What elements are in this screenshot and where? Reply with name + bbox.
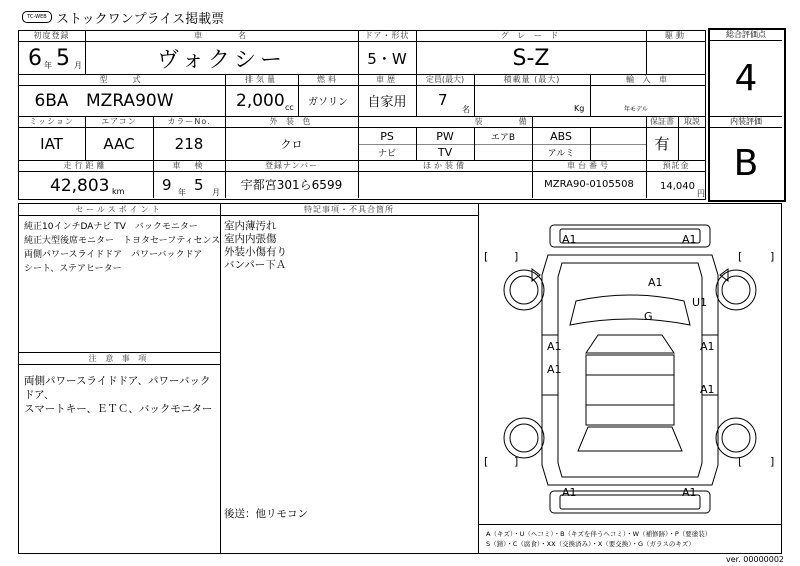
label-first-reg: 初度登録: [33, 31, 70, 40]
inspect-month: 5: [194, 176, 204, 194]
label-chassis: 車台番号: [567, 161, 611, 170]
bracket: ]: [770, 250, 775, 263]
label-fuel: 燃料: [317, 75, 339, 84]
model-value: MZRA90W: [86, 91, 174, 111]
special-note: バンパー下Ａ: [224, 259, 287, 271]
damage-mark: A1: [562, 233, 577, 246]
special-notes-list: [224, 220, 287, 272]
exterior-color-value: クロ: [280, 137, 303, 151]
label-color-no: カラーNo.: [167, 117, 211, 126]
version-label: ver. 00000002: [726, 555, 785, 564]
label-grade: グ レ ー ド: [500, 31, 562, 40]
color-no-value: 218: [174, 134, 204, 153]
capacity-unit: 名: [462, 105, 470, 114]
damage-mark: A1: [562, 486, 577, 499]
other-equip-value: [358, 171, 532, 198]
sales-point: シート、ステアヒーター: [24, 264, 122, 274]
label-car-type: 車歴: [376, 75, 398, 84]
chassis-value: MZRA90-0105508: [544, 179, 634, 190]
bracket: [: [484, 455, 489, 468]
special-footer: 後送：他リモコン: [224, 508, 308, 520]
label-exterior: 外 装 色: [269, 117, 314, 126]
equip-tv: TV: [437, 146, 453, 159]
sales-points-list: [24, 220, 220, 276]
sales-point: 両側パワースライドドア パワーバックドア: [24, 250, 203, 260]
label-equipment: 装 備: [474, 117, 530, 126]
first-reg-year: 6: [28, 46, 42, 71]
label-displacement: 排気量: [245, 75, 278, 84]
bracket: [: [484, 250, 489, 263]
label-door: ドア・形状: [364, 31, 410, 40]
door-value: 5・W: [367, 49, 407, 68]
equip-airbag: エアB: [490, 132, 516, 143]
first-reg-year-unit: 年: [44, 61, 52, 70]
page-title: ストックワンプライス掲載票: [56, 12, 225, 27]
label-model: 型 式: [99, 75, 144, 84]
interior-rating-label: 内装評価: [730, 117, 762, 126]
notes-list: [24, 374, 216, 416]
note-line: 両側パワースライドドア、パワーバックドア、: [24, 375, 211, 401]
label-price: 預託金: [662, 161, 690, 170]
label-other-equip: ほか装備: [423, 161, 467, 170]
damage-mark: U1: [692, 296, 708, 309]
car-diagram: [478, 215, 782, 524]
sales-point: 純正10インチDAナビ TV バックモニター: [24, 222, 198, 232]
inspect-year-unit: 年: [178, 188, 186, 197]
manual-value: [678, 127, 706, 160]
import-note: 年モデル: [624, 106, 648, 113]
inspect-month-unit: 月: [212, 188, 220, 197]
legend-line-1: A（キズ）・U（ヘコミ）・B（キズを伴うヘコミ）・W（補修跡）・P（要塗装）: [486, 530, 712, 538]
notes-label: 注 意 事 項: [88, 354, 150, 363]
car-type-value: 自家用: [367, 95, 407, 110]
equip-navi: ナビ: [377, 149, 396, 159]
equip-abs: ABS: [550, 129, 572, 143]
legend-line-2: S（錆）・C（腐食）・XX（交換済み）・X（要交換）・G（ガラスのキズ）: [486, 540, 695, 548]
mileage-value: 42,803: [50, 176, 110, 196]
damage-mark: A1: [700, 340, 715, 353]
plate-value: 宇都宮301ら6599: [240, 178, 343, 192]
damage-mark: A1: [682, 486, 697, 499]
bracket: ]: [770, 455, 775, 468]
sales-point: 純正大型後席モニター トヨタセーフティセンス: [24, 236, 221, 246]
special-note: 室内薄汚れ: [224, 220, 277, 232]
drive-value: [646, 42, 706, 74]
displacement-value: 2,000: [236, 91, 285, 111]
label-mileage: 走行距離: [63, 161, 108, 170]
warranty-value: 有: [654, 135, 670, 153]
damage-mark: A1: [700, 383, 715, 396]
displacement-unit: cc: [285, 103, 294, 112]
label-mission: ミッション: [29, 117, 74, 126]
damage-mark: A1: [547, 340, 562, 353]
damage-mark: G: [644, 310, 653, 323]
overall-rating-label: 総合評価点: [726, 30, 766, 39]
first-reg-month-unit: 月: [74, 61, 82, 70]
load-unit: Kg: [574, 104, 585, 113]
special-note: 室内内張傷: [224, 233, 277, 245]
equip-alumi: アルミ: [547, 149, 575, 159]
logo: TC-WEB: [22, 11, 52, 23]
grade-value: S-Z: [512, 45, 550, 71]
first-reg-value: [24, 46, 84, 72]
equip-ps: PS: [380, 129, 394, 143]
price-value: 14,040: [660, 181, 695, 192]
first-reg-month: 5: [56, 46, 70, 71]
label-plate: 登録ナンバー: [264, 161, 319, 170]
label-capacity: 定員(最大): [425, 75, 465, 84]
equip-empty: [474, 145, 532, 160]
label-load: 積載量 (最大): [503, 75, 561, 84]
car-name-value: ヴォクシー: [156, 47, 287, 73]
damage-mark: A1: [547, 363, 562, 376]
capacity-value: 7: [438, 91, 448, 109]
inspect-year: 9: [162, 176, 172, 194]
mission-value: IAT: [40, 134, 63, 153]
label-inspection: 車 検: [172, 161, 206, 170]
interior-rating-value: B: [733, 142, 759, 184]
aircon-value: AAC: [103, 134, 135, 153]
bracket: ]: [514, 455, 519, 468]
label-aircon: エアコン: [101, 117, 137, 126]
bracket: [: [738, 250, 743, 263]
label-manual: 取説: [684, 117, 700, 126]
inspection-value: [158, 176, 224, 196]
mileage-unit: km: [112, 187, 125, 196]
label-import: 輸 入 車: [625, 75, 671, 84]
label-warranty: 保証書: [650, 117, 674, 126]
fuel-value: ガソリン: [308, 97, 348, 108]
sales-points-label: セールスポイント: [75, 205, 163, 214]
price-unit: 円: [697, 189, 705, 198]
label-drive: 駆動: [665, 31, 687, 40]
equip-pw: PW: [436, 129, 454, 143]
bracket: [: [738, 455, 743, 468]
special-note: 外装小傷有り: [224, 246, 287, 258]
damage-mark: A1: [682, 233, 697, 246]
bracket: ]: [514, 250, 519, 263]
label-car-name: 車 名: [194, 31, 249, 40]
note-line: スマートキー、ＥＴＣ、バックモニター: [24, 403, 213, 415]
damage-mark: A1: [648, 276, 663, 289]
overall-rating-value: 4: [734, 58, 758, 99]
model-prefix: 6BA: [34, 90, 69, 111]
special-notes-label: 特記事項・不具合箇所: [304, 205, 394, 214]
